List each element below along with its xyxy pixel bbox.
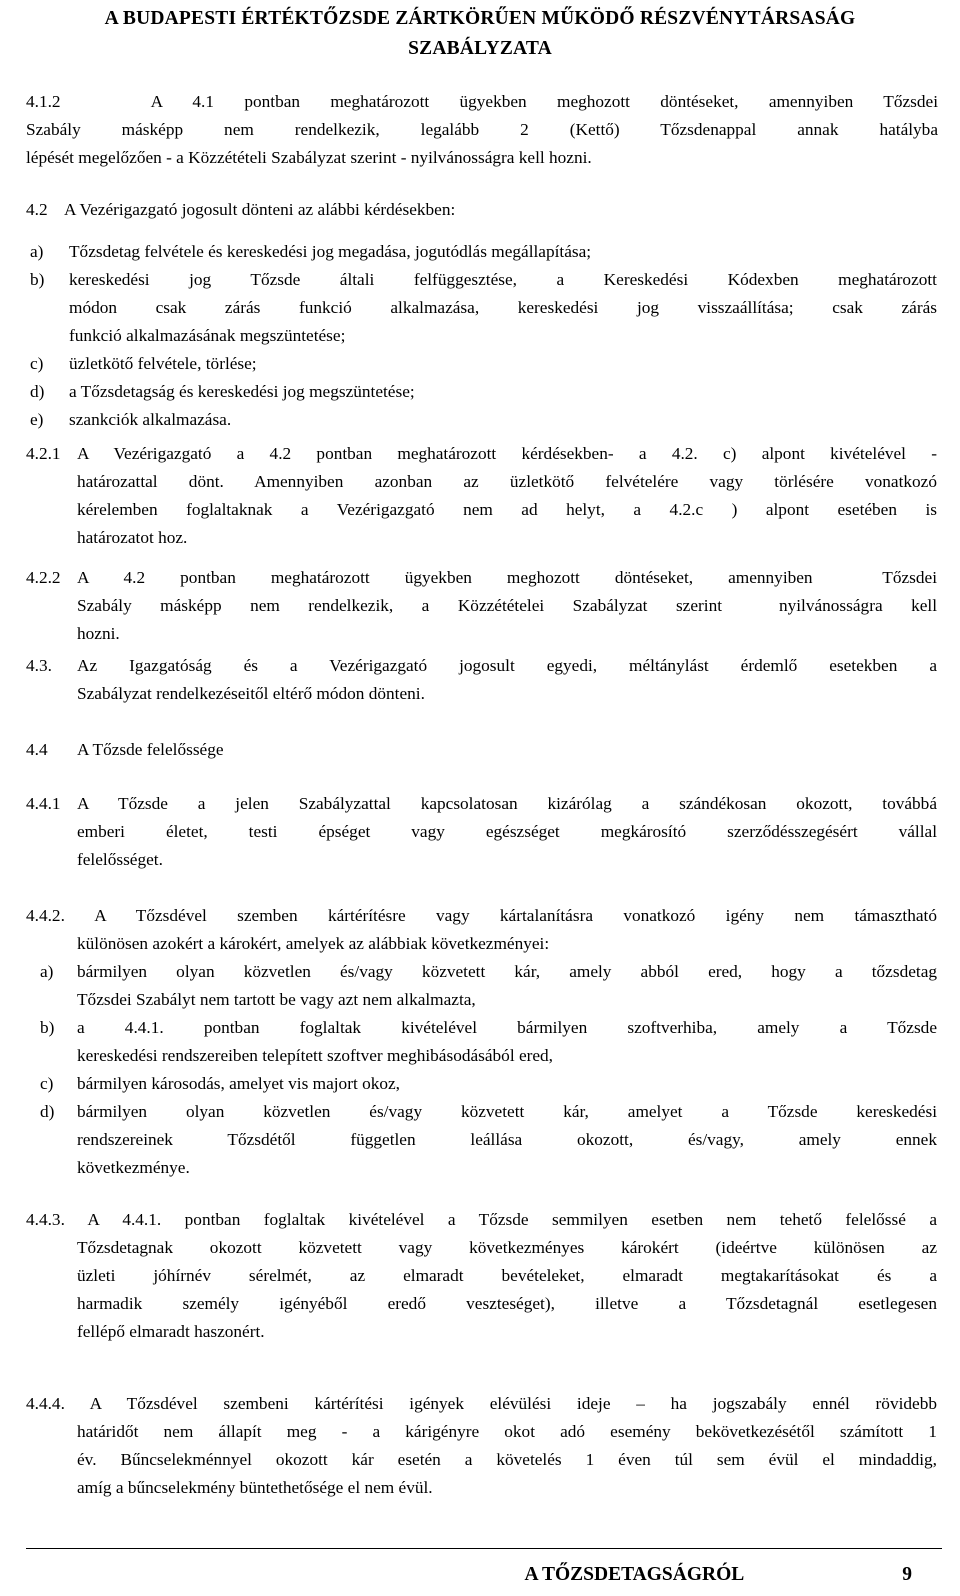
paragraph-line: 4.4.2. A Tőzsdével szemben kártérítésre vagy kártalanításra vonatkozó igény nem támasztható	[26, 906, 937, 925]
list-item-line: bármilyen károsodás, amelyet vis majort okoz,	[77, 1074, 400, 1093]
list-label: c)	[40, 1074, 54, 1093]
list-item-line: kereskedési rendszereiben telepített szoftver meghibásodásából ered,	[77, 1046, 553, 1065]
list-item-line: szankciók alkalmazása.	[69, 410, 232, 429]
paragraph-line: határidőt nem állapít meg - a kárigényre okot adó esemény bekövetkezésétől számított 1	[77, 1422, 937, 1441]
list-item-line: rendszereinek Tőzsdétől független leállása okozott, és/vagy, amely ennek	[77, 1130, 937, 1149]
paragraph-line: amíg a bűncselekmény büntethetősége el nem évül.	[77, 1478, 433, 1497]
list-label: b)	[30, 270, 45, 289]
paragraph-line: kérelemben foglaltaknak a Vezérigazgató nem ad helyt, a 4.2.c ) alpont esetében is	[77, 500, 937, 519]
paragraph-line: A 4.2 pontban meghatározott ügyekben meghozott döntéseket, amennyiben Tőzsdei	[77, 568, 937, 587]
paragraph-line: lépését megelőzően - a Közzétételi Szabályzat szerint - nyilvánosságra kell hozni.	[26, 148, 592, 167]
list-label: d)	[30, 382, 45, 401]
paragraph-line: év. Bűncselekménnyel okozott kár esetén a követelés 1 éven túl sem évül el mindaddig,	[77, 1450, 937, 1469]
list-item-line: kereskedési jog Tőzsde általi felfüggesztése, a Kereskedési Kódexben meghatározott	[69, 270, 937, 289]
paragraph-line: Szabály másképp nem rendelkezik, legalább 2 (Kettő) Tőzsdenappal annak hatályba	[26, 120, 938, 139]
list-label: c)	[30, 354, 44, 373]
section-heading: A Vezérigazgató jogosult dönteni az alábbi kérdésekben:	[64, 200, 456, 219]
section-number: 4.2.2	[26, 568, 61, 587]
paragraph-line: 4.1.2 A 4.1 pontban meghatározott ügyekben meghozott döntéseket, amennyiben Tőzsdei	[26, 92, 938, 111]
list-label: a)	[30, 242, 44, 261]
list-item-line: Tőzsdei Szabályt nem tartott be vagy azt nem alkalmazta,	[77, 990, 476, 1009]
paragraph-line: határozattal dönt. Amennyiben azonban az üzletkötő felvételére vagy törlésére vonatkozó	[77, 472, 937, 491]
section-number: 4.4	[26, 740, 48, 759]
paragraph-line: különösen azokért a károkért, amelyek az alábbiak következményei:	[77, 934, 550, 953]
section-number: 4.2.1	[26, 444, 61, 463]
list-item-line: üzletkötő felvétele, törlése;	[69, 354, 257, 373]
paragraph-line: 4.4.4. A Tőzsdével szembeni kártérítési igények elévülési ideje – ha jogszabály ennél rövidebb	[26, 1394, 937, 1413]
list-item-line: következménye.	[77, 1158, 190, 1177]
list-label: b)	[40, 1018, 55, 1037]
header-line-2: SZABÁLYZATA	[408, 38, 552, 59]
paragraph-line: határozatot hoz.	[77, 528, 188, 547]
list-item-line: a 4.4.1. pontban foglaltak kivételével bármilyen szoftverhiba, amely a Tőzsde	[77, 1018, 937, 1037]
paragraph-line: harmadik személy igényéből eredő veszteséget), illetve a Tőzsdetagnál esetlegesen	[77, 1294, 937, 1313]
list-item-line: a Tőzsdetagság és kereskedési jog megszüntetése;	[69, 382, 415, 401]
list-item-line: funkció alkalmazásának megszüntetése;	[69, 326, 346, 345]
list-label: a)	[40, 962, 54, 981]
paragraph-line: üzleti jóhírnév sérelmét, az elmaradt bevételeket, elmaradt megtakarításokat és a	[77, 1266, 937, 1285]
footer-title: A TŐZSDETAGSÁGRÓL	[524, 1564, 745, 1585]
paragraph-line: fellépő elmaradt haszonért.	[77, 1322, 265, 1341]
list-label: d)	[40, 1102, 55, 1121]
paragraph-line: emberi életet, testi épséget vagy egészséget megkárosító szerződésszegésért vállal	[77, 822, 937, 841]
paragraph-line: Tőzsdetagnak okozott közvetett vagy következményes károkért (ideértve különösen az	[77, 1238, 937, 1257]
list-item-line: Tőzsdetag felvétele és kereskedési jog megadása, jogutódlás megállapítása;	[69, 242, 592, 261]
paragraph-line: Szabályzat rendelkezéseitől eltérő módon dönteni.	[77, 684, 425, 703]
section-number: 4.3.	[26, 656, 52, 675]
paragraph-line: Szabály másképp nem rendelkezik, a Közzétételei Szabályzat szerint nyilvánosságra kell	[77, 596, 937, 615]
section-number: 4.2	[26, 200, 48, 219]
page-header	[0, 4, 960, 64]
paragraph-line: 4.4.3. A 4.4.1. pontban foglaltak kivételével a Tőzsde semmilyen esetben nem tehető felelőssé a	[26, 1210, 937, 1229]
paragraph-line: Az Igazgatóság és a Vezérigazgató jogosult egyedi, méltánylást érdemlő esetekben a	[77, 656, 937, 675]
page-footer	[0, 1560, 912, 1590]
footer-divider	[26, 1548, 942, 1549]
paragraph-line: A Tőzsde a jelen Szabályzattal kapcsolatosan kizárólag a szándékosan okozott, továbbá	[77, 794, 937, 813]
page-number: 9	[902, 1564, 912, 1585]
section-number: 4.4.1	[26, 794, 61, 813]
list-item-line: bármilyen olyan közvetlen és/vagy közvetett kár, amely abból ered, hogy a tőzsdetag	[77, 962, 937, 981]
list-item-line: módon csak zárás funkció alkalmazása, kereskedési jog visszaállítása; csak zárás	[69, 298, 937, 317]
list-label: e)	[30, 410, 44, 429]
header-line-1: A BUDAPESTI ÉRTÉKTŐZSDE ZÁRTKÖRŰEN MŰKÖDŐ RÉSZVÉNYTÁRSASÁG	[104, 8, 856, 29]
paragraph-line: felelősséget.	[77, 850, 163, 869]
paragraph-line: A Vezérigazgató a 4.2 pontban meghatározott kérdésekben- a 4.2. c) alpont kivételével -	[77, 444, 937, 463]
section-title: A Tőzsde felelőssége	[77, 740, 224, 759]
list-item-line: bármilyen olyan közvetlen és/vagy közvetett kár, amelyet a Tőzsde kereskedési	[77, 1102, 937, 1121]
paragraph-line: hozni.	[77, 624, 120, 643]
